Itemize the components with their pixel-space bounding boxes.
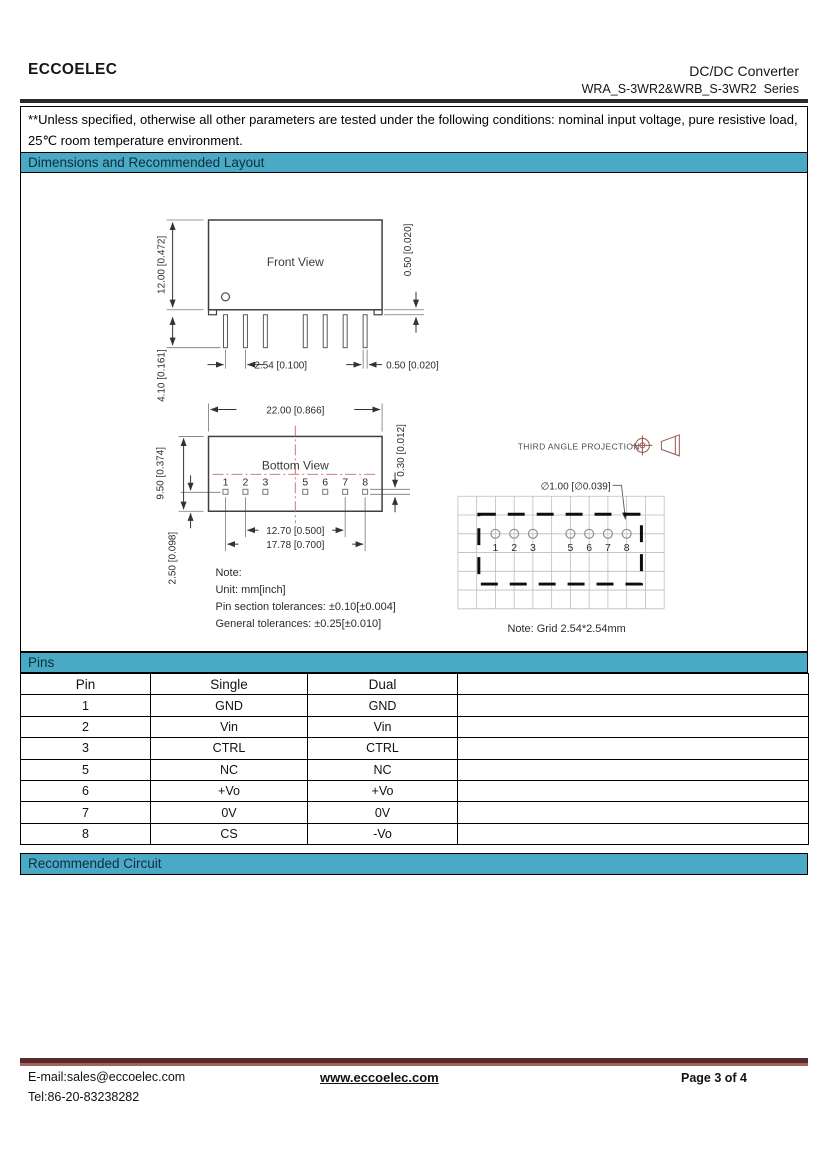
third-angle-projection-label: THIRD ANGLE PROJECTION	[517, 441, 640, 452]
cell-single: NC	[151, 759, 308, 780]
svg-text:2: 2	[242, 477, 249, 489]
footer-website-link: www.eccoelec.com	[320, 1070, 439, 1085]
dim-bottom-span-outer: 17.78 [0.700]	[266, 540, 325, 552]
svg-text:8: 8	[623, 543, 630, 555]
dim-front-height: 12.00 [0.472]	[156, 235, 168, 294]
table-row	[21, 695, 809, 716]
dim-bottom-span-inner: 12.70 [0.500]	[266, 526, 325, 538]
col-header-pin: Pin	[21, 674, 151, 695]
cell-single: +Vo	[151, 780, 308, 801]
col-header-single: Single	[151, 674, 308, 695]
table-row	[21, 823, 809, 844]
svg-text:1: 1	[492, 543, 499, 555]
section-header-dimensions: Dimensions and Recommended Layout	[20, 152, 808, 173]
dim-bottom-edge: 2.50 [0.098]	[167, 531, 179, 585]
dim-front-pin-length: 4.10 [0.161]	[156, 349, 168, 402]
third-angle-projection-icon	[632, 435, 679, 456]
svg-text:6: 6	[322, 477, 329, 489]
doc-series: WRA_S-3WR2&WRB_S-3WR2 Series	[581, 82, 799, 96]
cell-pin: 1	[21, 695, 151, 716]
cell-single: Vin	[151, 716, 308, 737]
svg-text:Pin section tolerances: ±0.10[: Pin section tolerances: ±0.10[±0.004]	[215, 600, 396, 613]
section-header-pins: Pins	[20, 652, 808, 673]
header-rule	[20, 99, 808, 103]
section-header-circuit: Recommended Circuit	[20, 853, 808, 875]
pins-table	[20, 673, 809, 845]
technical-drawing	[21, 173, 807, 651]
table-row	[21, 802, 809, 823]
cell-dual: Vin	[308, 716, 458, 737]
bottom-view-label: Bottom View	[261, 458, 329, 473]
dim-front-standoff: 0.50 [0.020]	[403, 223, 415, 277]
svg-text:6: 6	[586, 543, 593, 555]
table-row	[21, 738, 809, 759]
cell-single: 0V	[151, 802, 308, 823]
cell-dual: +Vo	[308, 780, 458, 801]
svg-text:5: 5	[302, 477, 309, 489]
dim-bottom-width: 22.00 [0.866]	[266, 405, 325, 417]
svg-text:2: 2	[511, 543, 518, 555]
cell-empty	[458, 738, 809, 759]
doc-title: DC/DC Converter	[689, 63, 799, 79]
pin1-marker-circle	[221, 293, 229, 301]
col-header-empty	[458, 674, 809, 695]
company-logo: ECCOELEC	[28, 61, 118, 78]
module-outline-dashed	[479, 514, 642, 584]
pins-table-header-row	[21, 674, 809, 695]
cell-pin: 7	[21, 802, 151, 823]
grid-note: Note: Grid 2.54*2.54mm	[507, 622, 626, 635]
cell-dual: GND	[308, 695, 458, 716]
cell-dual: NC	[308, 759, 458, 780]
cell-single: CS	[151, 823, 308, 844]
dim-front-pitch: 2.54 [0.100]	[254, 360, 308, 372]
dim-front-pin-width: 0.50 [0.020]	[386, 360, 439, 372]
cell-empty	[458, 716, 809, 737]
front-view-extension-lines	[167, 220, 424, 369]
svg-text:1: 1	[222, 477, 229, 489]
drawing-notes	[216, 567, 396, 630]
svg-text:Note:: Note:	[215, 567, 242, 580]
svg-text:8: 8	[362, 477, 369, 489]
cell-dual: -Vo	[308, 823, 458, 844]
svg-text:7: 7	[342, 477, 349, 489]
cell-pin: 8	[21, 823, 151, 844]
svg-text:3: 3	[529, 543, 536, 555]
cell-dual: CTRL	[308, 738, 458, 759]
cell-single: GND	[151, 695, 308, 716]
table-row	[21, 716, 809, 737]
cell-empty	[458, 802, 809, 823]
dimensions-drawing-area	[20, 173, 808, 652]
footer-rule	[20, 1058, 808, 1066]
table-row	[21, 780, 809, 801]
cell-pin: 2	[21, 716, 151, 737]
cell-dual: 0V	[308, 802, 458, 823]
cell-pin: 5	[21, 759, 151, 780]
front-view-label: Front View	[266, 254, 324, 269]
footer-tel: Tel:86-20-83238282	[28, 1090, 140, 1104]
bottom-view-centerlines	[213, 425, 379, 523]
dim-bottom-pin: 0.30 [0.012]	[396, 424, 408, 477]
cell-pin: 6	[21, 780, 151, 801]
dim-bottom-depth: 9.50 [0.374]	[155, 447, 167, 500]
cell-pin: 3	[21, 738, 151, 759]
test-conditions-note: **Unless specified, otherwise all other parameters are tested under the following conditions: nominal input voltage, pure resistive load, 25℃ room temperature environment.	[20, 106, 808, 153]
svg-text:7: 7	[604, 543, 611, 555]
cell-single: CTRL	[151, 738, 308, 759]
svg-text:5: 5	[567, 543, 574, 555]
footer-page-number: Page 3 of 4	[681, 1071, 747, 1085]
header-right	[582, 63, 799, 96]
col-header-dual: Dual	[308, 674, 458, 695]
cell-empty	[458, 695, 809, 716]
table-row	[21, 759, 809, 780]
front-view-pins	[223, 315, 367, 348]
svg-text:General tolerances: ±0.25[±0.0: General tolerances: ±0.25[±0.010]	[215, 617, 382, 630]
svg-text:3: 3	[262, 477, 269, 489]
hole-diameter-label: ∅1.00 [∅0.039]	[540, 481, 611, 493]
cell-empty	[458, 780, 809, 801]
cell-empty	[458, 823, 809, 844]
footer-email: E-mail:sales@eccoelec.com	[28, 1070, 186, 1084]
cell-empty	[458, 759, 809, 780]
svg-text:Unit: mm[inch]: Unit: mm[inch]	[215, 584, 286, 597]
footer-rule-light	[20, 1063, 808, 1066]
